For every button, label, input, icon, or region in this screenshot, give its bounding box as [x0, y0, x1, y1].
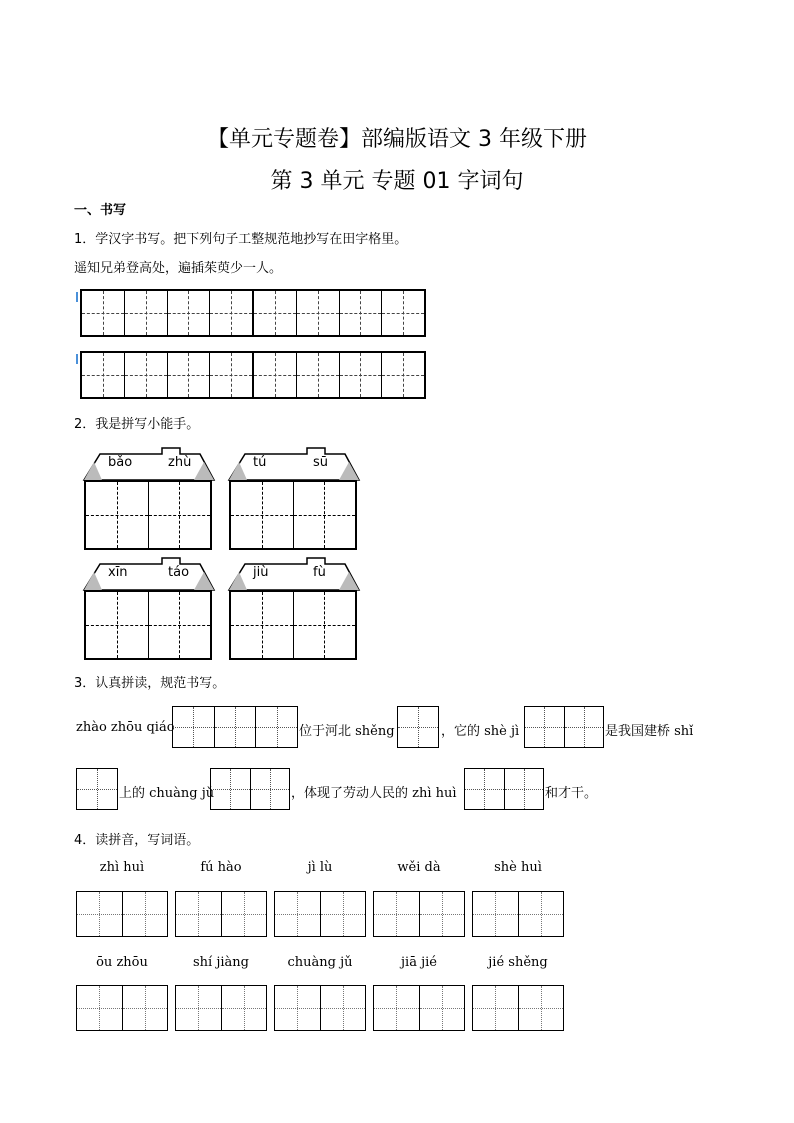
writing-grid-cell[interactable] [82, 353, 124, 397]
word-pinyin: jiā jié [401, 955, 437, 970]
answer-box-2-char[interactable] [524, 706, 604, 748]
section-heading-writing: 一、书写 [74, 203, 127, 218]
house-pinyin-1: bǎo [108, 455, 133, 470]
pinyin-house-3[interactable] [80, 556, 216, 664]
word-pinyin: chuàng jǔ [287, 955, 353, 970]
cursor-marker [76, 292, 78, 302]
writing-grid-cell[interactable] [82, 291, 124, 335]
word-pinyin: shè huì [494, 860, 542, 875]
answer-box-1-char[interactable] [76, 768, 118, 810]
house-pinyin-1: jiù [253, 565, 269, 580]
q3-text-1c: ，它的 shè jì [441, 724, 520, 739]
page-title: 【单元专题卷】部编版语文 3 年级下册 [207, 127, 587, 152]
word-pinyin: ōu zhōu [96, 955, 148, 970]
word-pinyin: fú hào [200, 860, 242, 875]
pinyin-house-1[interactable] [80, 446, 216, 554]
word-answer-box[interactable] [472, 985, 564, 1031]
word-pinyin: zhì huì [99, 860, 145, 875]
page-subtitle: 第 3 单元 专题 01 字词句 [270, 169, 524, 194]
house-pinyin-2: sū [313, 455, 329, 470]
writing-grid-row-1[interactable] [80, 289, 426, 337]
question-1-prompt: 1．学汉字书写。把下列句子工整规范地抄写在田字格里。 [74, 232, 408, 247]
house-pinyin-2: fù [313, 565, 326, 580]
house-grid[interactable] [84, 480, 212, 550]
writing-grid-cell[interactable] [296, 291, 339, 335]
writing-grid-cell[interactable] [209, 291, 252, 335]
q3-text-1d: 是我国建桥 shǐ [605, 724, 694, 739]
q3-text-2b: ，体现了劳动人民的 zhì huì [291, 786, 457, 801]
writing-grid-cell[interactable] [167, 353, 210, 397]
word-answer-box[interactable] [373, 891, 465, 937]
question-3-prompt: 3．认真拼读，规范书写。 [74, 676, 226, 691]
house-pinyin-2: zhù [168, 455, 192, 470]
writing-grid-cell[interactable] [339, 353, 382, 397]
q3-text-2c: 和才干。 [545, 786, 598, 801]
writing-grid-row-2[interactable] [80, 351, 426, 399]
word-pinyin: wěi dà [397, 860, 441, 875]
word-answer-box[interactable] [472, 891, 564, 937]
word-answer-box[interactable] [175, 985, 267, 1031]
writing-grid-cell[interactable] [124, 291, 167, 335]
question-2-prompt: 2．我是拼写小能手。 [74, 417, 200, 432]
pinyin-house-4[interactable] [225, 556, 361, 664]
writing-grid-cell[interactable] [381, 353, 424, 397]
answer-box-3-char[interactable] [172, 706, 298, 748]
writing-grid-cell[interactable] [339, 291, 382, 335]
answer-box-2-char[interactable] [210, 768, 290, 810]
q3-text-1b: 位于河北 shěng [299, 724, 395, 739]
question-1-poem: 遥知兄弟登高处，遍插茱萸少一人。 [74, 261, 283, 276]
word-answer-box[interactable] [76, 891, 168, 937]
writing-grid-cell[interactable] [124, 353, 167, 397]
house-pinyin-1: xīn [108, 565, 128, 580]
word-pinyin: jì lù [307, 860, 333, 875]
house-grid[interactable] [84, 590, 212, 660]
house-grid[interactable] [229, 480, 357, 550]
q3-text-1a: zhào zhōu qiáo [76, 720, 175, 735]
word-answer-box[interactable] [76, 985, 168, 1031]
cursor-marker [76, 354, 78, 364]
q3-text-2a: 上的 chuàng jǔ [119, 786, 215, 801]
writing-grid-cell[interactable] [252, 291, 296, 335]
word-answer-box[interactable] [274, 891, 366, 937]
word-pinyin: jié shěng [488, 955, 548, 970]
house-grid[interactable] [229, 590, 357, 660]
answer-box-1-char[interactable] [397, 706, 439, 748]
writing-grid-cell[interactable] [167, 291, 210, 335]
pinyin-house-2[interactable] [225, 446, 361, 554]
writing-grid-cell[interactable] [252, 353, 296, 397]
house-pinyin-2: táo [168, 565, 190, 580]
writing-grid-cell[interactable] [209, 353, 252, 397]
word-answer-box[interactable] [175, 891, 267, 937]
writing-grid-cell[interactable] [381, 291, 424, 335]
word-answer-box[interactable] [274, 985, 366, 1031]
word-answer-box[interactable] [373, 985, 465, 1031]
answer-box-2-char[interactable] [464, 768, 544, 810]
word-pinyin: shí jiàng [193, 955, 249, 970]
writing-grid-cell[interactable] [296, 353, 339, 397]
question-4-prompt: 4．读拼音，写词语。 [74, 833, 200, 848]
house-pinyin-1: tú [253, 455, 267, 470]
